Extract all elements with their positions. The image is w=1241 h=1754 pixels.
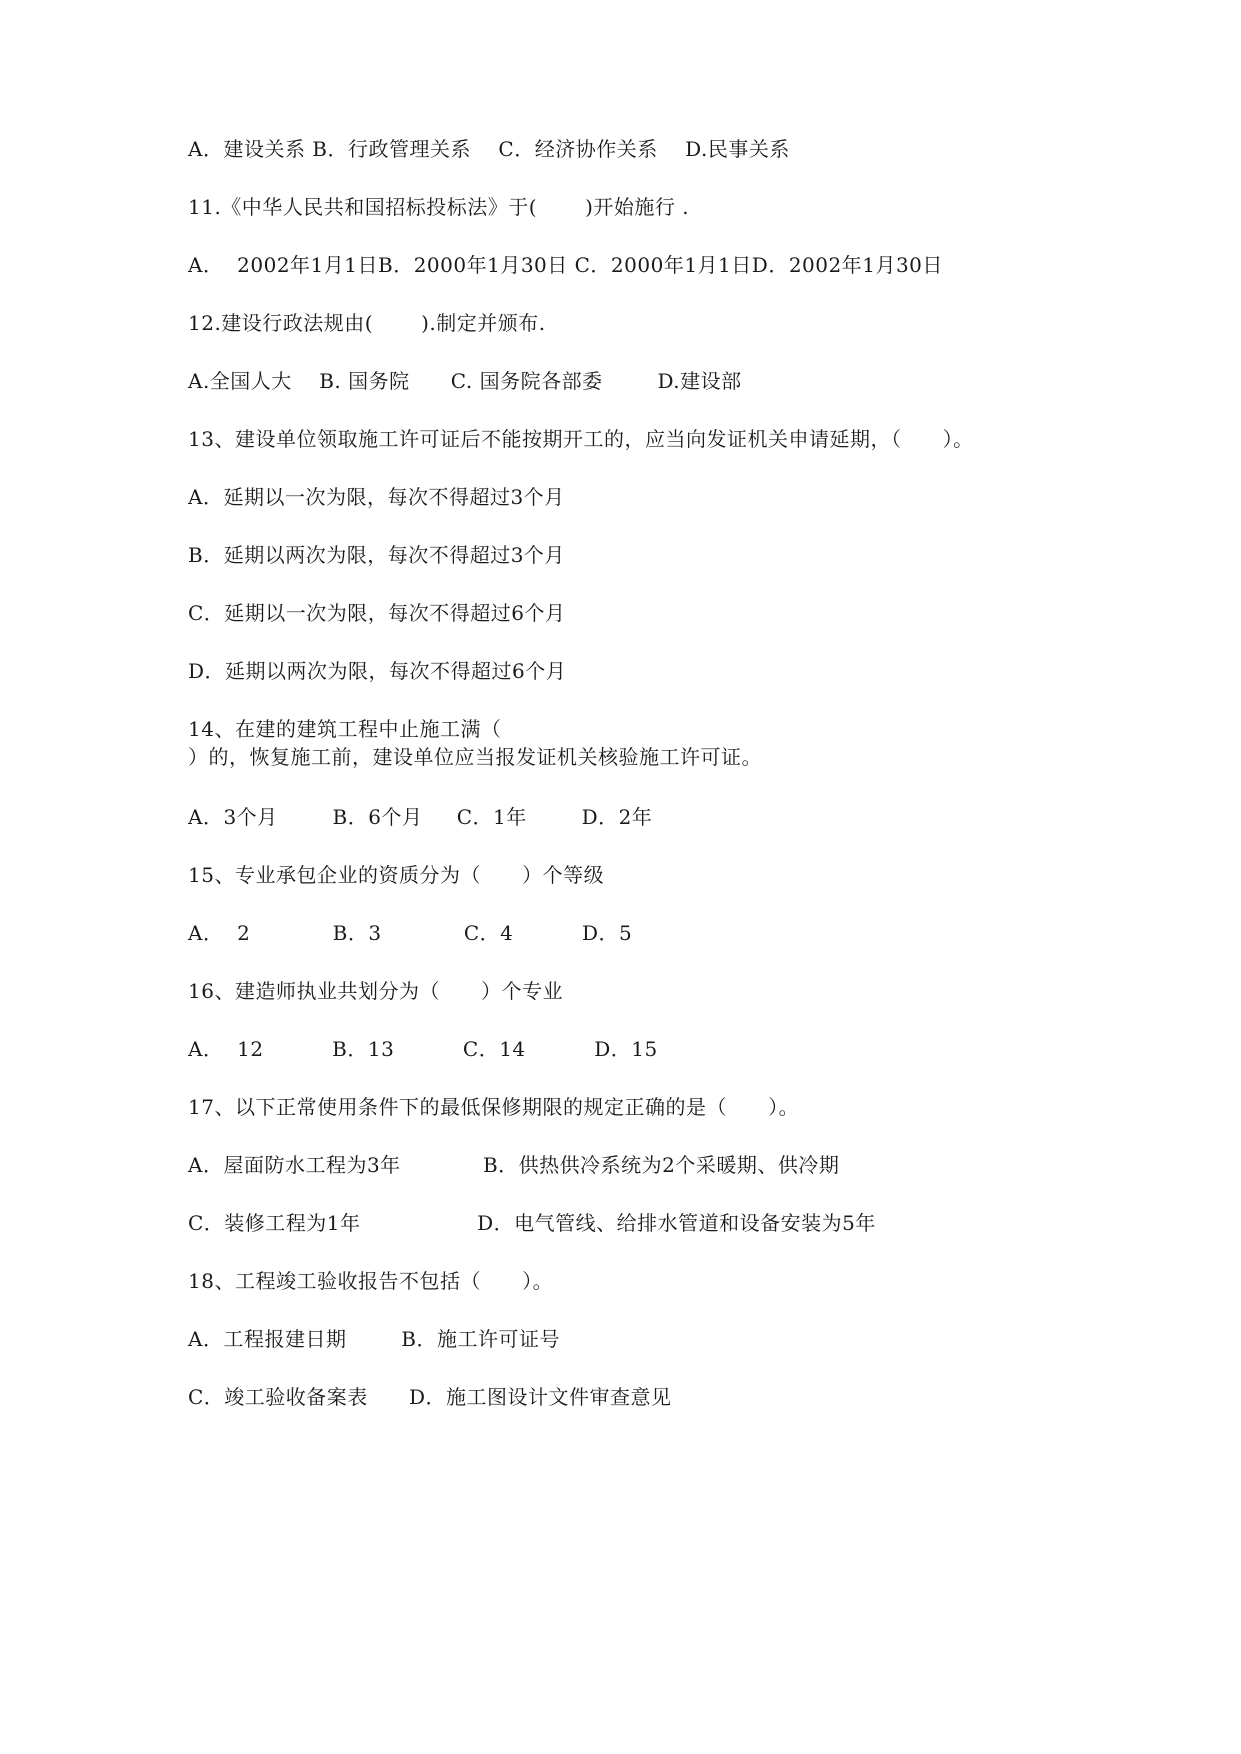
options-17-cd: C．装修工程为1年 D．电气管线、给排水管道和设备安装为5年 bbox=[188, 1211, 876, 1235]
options-14: A．3个月 B．6个月 C．1年 D．2年 bbox=[188, 805, 653, 829]
options-15: A． 2 B．3 C．4 D．5 bbox=[188, 921, 633, 945]
question-12: 12.建设行政法规由( ).制定并颁布. bbox=[188, 311, 546, 335]
options-12: A.全国人大 B. 国务院 C. 国务院各部委 D.建设部 bbox=[188, 369, 742, 393]
question-14: 14、在建的建筑工程中止施工满（ bbox=[188, 717, 502, 741]
question-11: 11.《中华人民共和国招标投标法》于( )开始施行 . bbox=[188, 195, 690, 219]
option-13-b: B．延期以两次为限，每次不得超过3个月 bbox=[188, 543, 565, 567]
options-17-ab: A．屋面防水工程为3年 B．供热供冷系统为2个采暖期、供冷期 bbox=[188, 1153, 840, 1177]
option-13-a: A．延期以一次为限，每次不得超过3个月 bbox=[188, 485, 565, 509]
question-18: 18、工程竣工验收报告不包括（ ）。 bbox=[188, 1269, 554, 1293]
option-13-d: D．延期以两次为限，每次不得超过6个月 bbox=[188, 659, 567, 683]
question-17: 17、以下正常使用条件下的最低保修期限的规定正确的是（ ）。 bbox=[188, 1095, 800, 1119]
options-11: A． 2002年1月1日B．2000年1月30日 C．2000年1月1日D．2002年1月30日 bbox=[188, 253, 943, 277]
question-16: 16、建造师执业共划分为（ ）个专业 bbox=[188, 979, 564, 1003]
option-13-c: C．延期以一次为限，每次不得超过6个月 bbox=[188, 601, 566, 625]
question-13: 13、建设单位领取施工许可证后不能按期开工的，应当向发证机关申请延期，（ ）。 bbox=[188, 427, 974, 451]
question-15: 15、专业承包企业的资质分为（ ）个等级 bbox=[188, 863, 605, 887]
options-18-cd: C．竣工验收备案表 D．施工图设计文件审查意见 bbox=[188, 1385, 672, 1409]
text-line: A．建设关系 B．行政管理关系 C．经济协作关系 D.民事关系 bbox=[188, 137, 790, 161]
question-14-continued: ）的，恢复施工前，建设单位应当报发证机关核验施工许可证。 bbox=[188, 745, 762, 769]
options-18-ab: A．工程报建日期 B．施工许可证号 bbox=[188, 1327, 560, 1351]
options-16: A． 12 B．13 C．14 D．15 bbox=[188, 1037, 658, 1061]
